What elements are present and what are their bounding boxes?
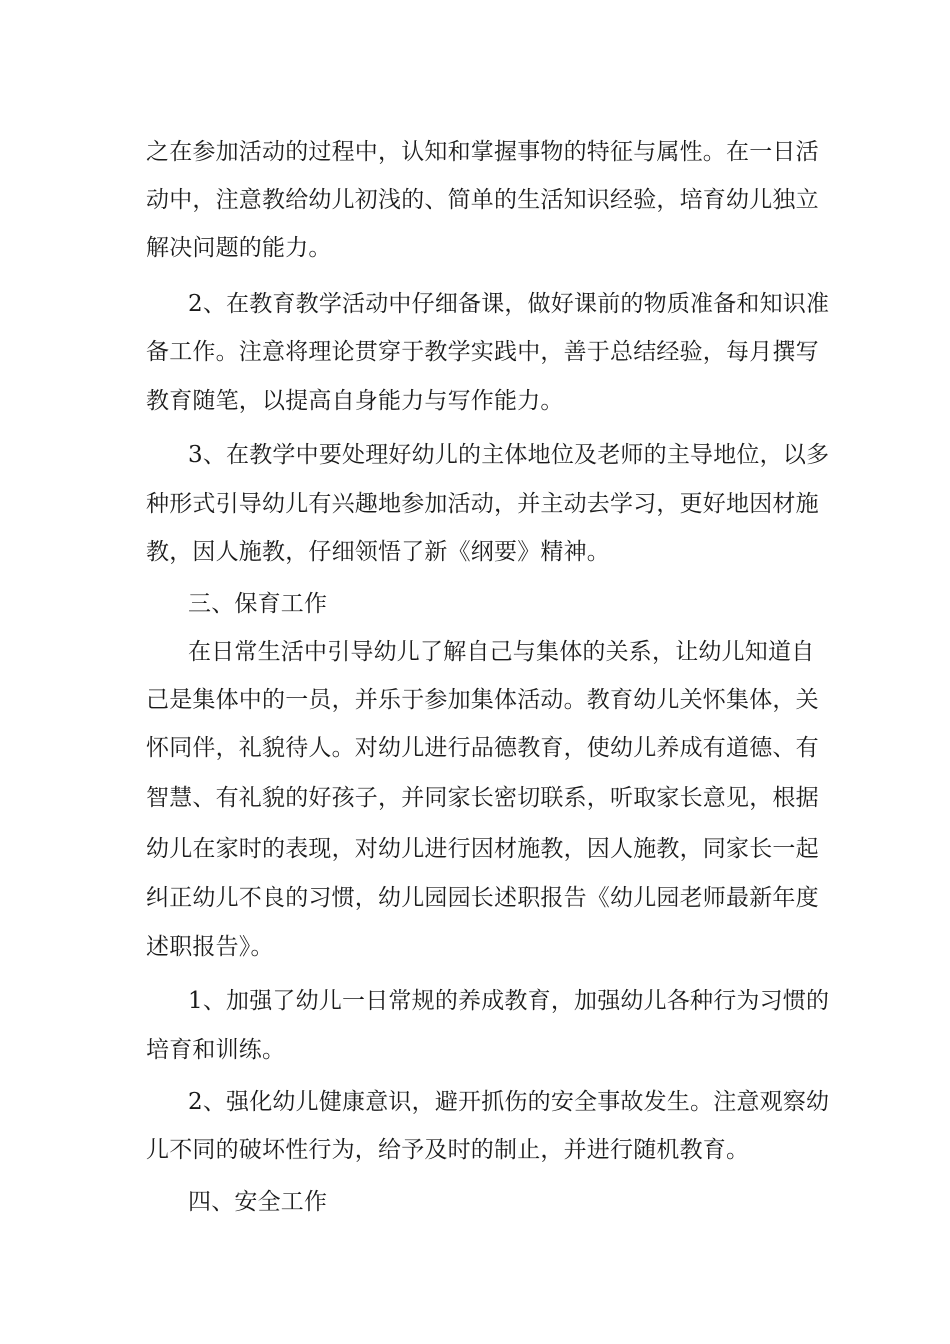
text-line: 之在参加活动的过程中，认知和掌握事物的特征与属性。在一日活	[146, 139, 819, 165]
text-line: 3、在教学中要处理好幼儿的主体地位及老师的主导地位，以多	[188, 442, 830, 468]
text-line: 1、加强了幼儿一日常规的养成教育，加强幼儿各种行为习惯的	[188, 988, 830, 1014]
text-line: 儿不同的破坏性行为，给予及时的制止，并进行随机教育。	[146, 1137, 750, 1163]
section-heading: 四、安全工作	[188, 1189, 328, 1215]
text-line: 种形式引导幼儿有兴趣地参加活动，并主动去学习，更好地因材施	[146, 491, 819, 517]
text-line: 培育和训练。	[146, 1037, 286, 1063]
text-line: 2、强化幼儿健康意识，避开抓伤的安全事故发生。注意观察幼	[188, 1089, 830, 1115]
text-line: 幼儿在家时的表现，对幼儿进行因材施教，因人施教，同家长一起	[146, 836, 819, 862]
section-heading: 三、保育工作	[188, 591, 328, 617]
text-line: 解决问题的能力。	[146, 235, 332, 261]
text-line: 己是集体中的一员，并乐于参加集体活动。教育幼儿关怀集体，关	[146, 687, 819, 713]
text-line: 述职报告》。	[146, 934, 274, 960]
text-line: 备工作。注意将理论贯穿于教学实践中，善于总结经验，每月撰写	[146, 339, 819, 365]
text-line: 2、在教育教学活动中仔细备课，做好课前的物质准备和知识准	[188, 291, 830, 317]
text-line: 智慧、有礼貌的好孩子，并同家长密切联系，听取家长意见，根据	[146, 785, 819, 811]
text-line: 教，因人施教，仔细领悟了新《纲要》精神。	[146, 539, 610, 565]
text-line: 在日常生活中引导幼儿了解自己与集体的关系，让幼儿知道自	[188, 639, 815, 665]
text-line: 动中，注意教给幼儿初浅的、简单的生活知识经验，培育幼儿独立	[146, 187, 819, 213]
text-line: 教育随笔，以提高自身能力与写作能力。	[146, 388, 564, 414]
text-line: 纠正幼儿不良的习惯，幼儿园园长述职报告《幼儿园老师最新年度	[146, 885, 819, 911]
text-line: 怀同伴，礼貌待人。对幼儿进行品德教育，使幼儿养成有道德、有	[146, 735, 819, 761]
